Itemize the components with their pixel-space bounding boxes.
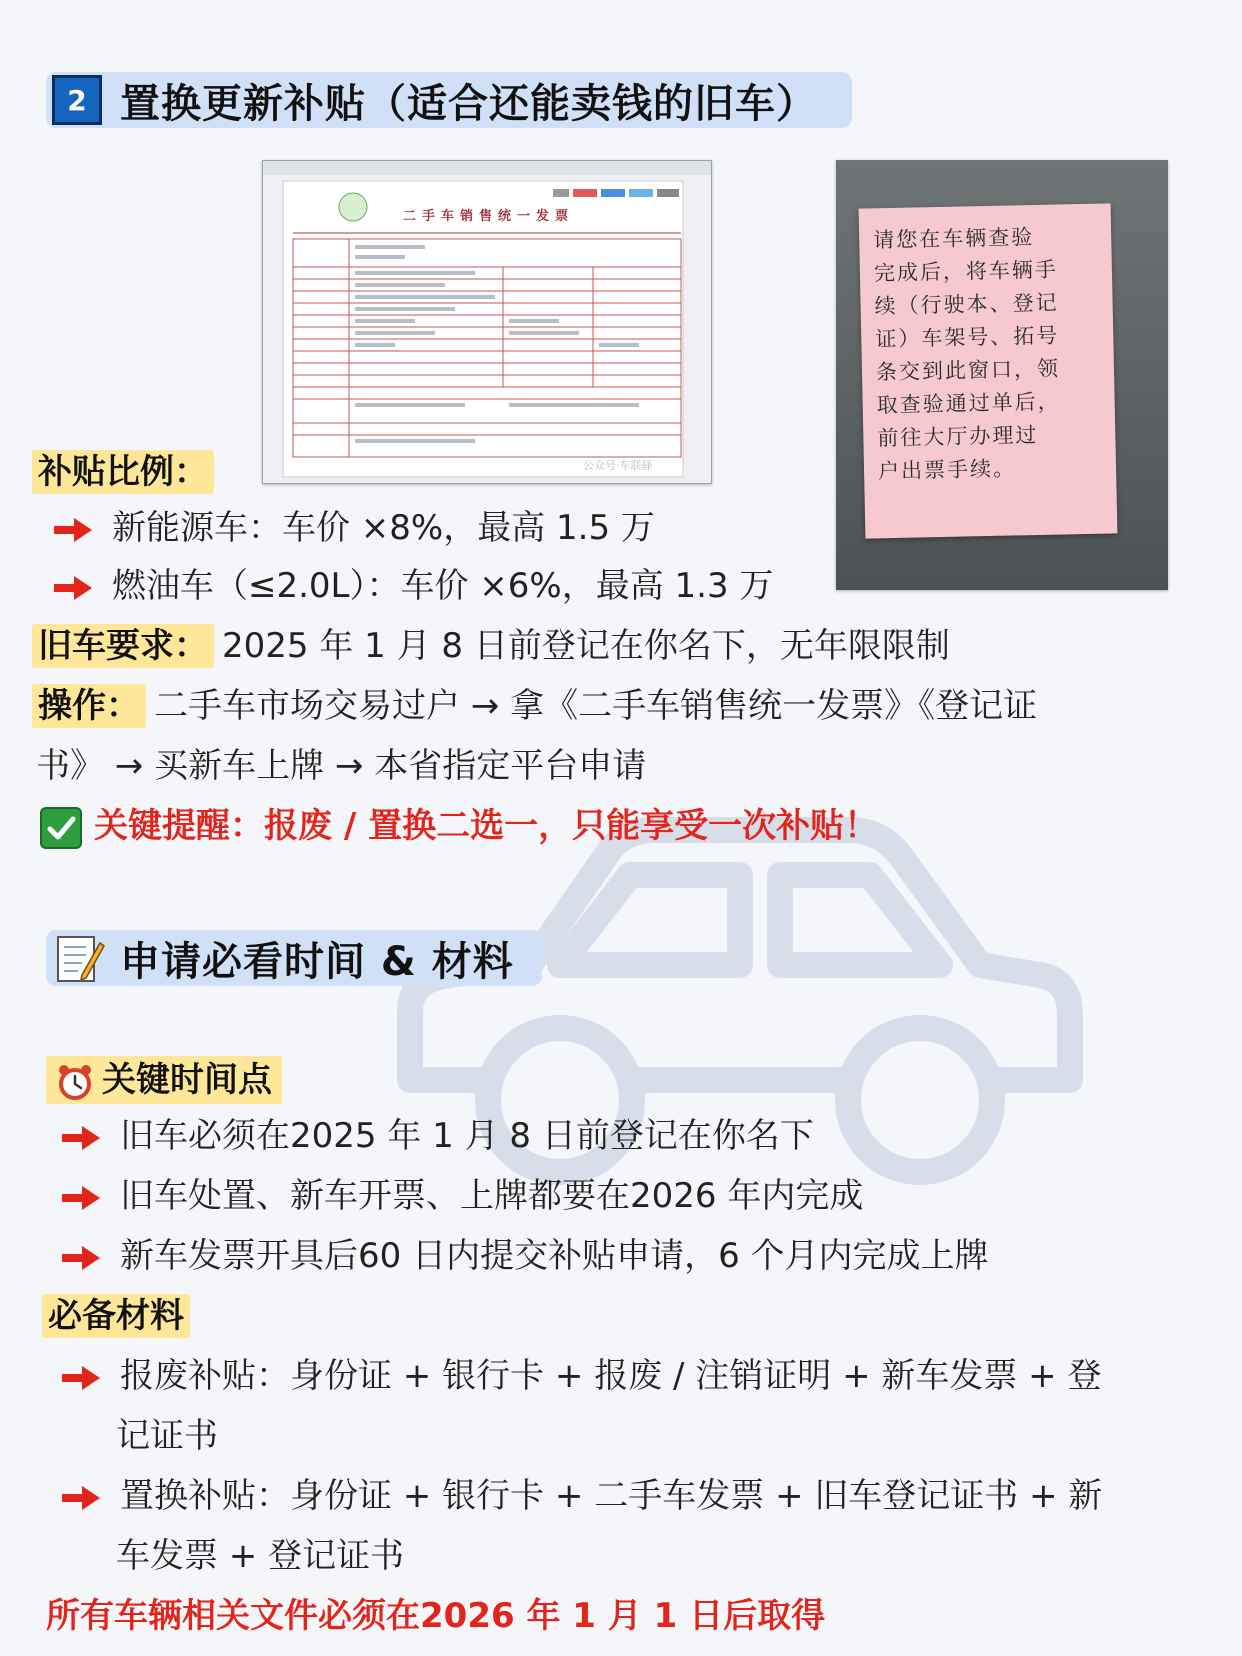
check-icon: [40, 807, 82, 849]
materials-heading: [42, 1294, 190, 1338]
materials-item-cont: [116, 1414, 218, 1458]
ratio-item: [52, 564, 773, 608]
ratio-item-text: 新能源车：车价 ×8%，最高 1.5 万: [112, 508, 655, 548]
section-heading-replacement: [46, 72, 852, 128]
materials-item-cont: [116, 1534, 404, 1578]
red-arrow-icon: [60, 1183, 102, 1213]
red-arrow-icon: [52, 515, 94, 545]
notice-text: 请您在车辆查验 完成后，将车辆手 续（行驶本、登记 证）车架号、拓号 条交到此窗口，领 取查验通过单后， 前往大厅办理过 户出票手续。: [872, 225, 1061, 484]
invoice-image: [262, 160, 712, 484]
alarm-clock-icon: [56, 1063, 94, 1101]
key-time-label-box: [46, 1056, 282, 1104]
key-reminder: [40, 804, 878, 849]
key-time-text: 新车发票开具后60 日内提交补贴申请，6 个月内完成上牌: [120, 1236, 989, 1276]
section-title: 申请必看时间 & 材料: [120, 938, 514, 985]
red-arrow-icon: [60, 1483, 102, 1513]
materials-label: 必备材料: [42, 1294, 190, 1338]
operation-label: 操作：: [32, 684, 146, 728]
section-title: 置换更新补贴（适合还能卖钱的旧车）: [120, 80, 817, 127]
ratio-item: [52, 506, 655, 550]
materials-item: [60, 1474, 1102, 1518]
key-time-text: 旧车必须在2025 年 1 月 8 日前登记在你名下: [120, 1116, 814, 1156]
notice-paper: [859, 203, 1118, 538]
key-time-label: 关键时间点: [102, 1060, 272, 1100]
materials-text-cont: 记证书: [116, 1416, 218, 1456]
number-badge: 2: [52, 75, 102, 125]
footer-note: 所有车辆相关文件必须在2026 年 1 月 1 日后取得: [46, 1596, 826, 1636]
old-car-label: 旧车要求：: [32, 624, 214, 668]
key-time-item: [60, 1234, 989, 1278]
red-arrow-icon: [52, 573, 94, 603]
invoice-watermark-text: 公众号·车联驿: [583, 459, 653, 472]
materials-text-cont: 车发票 + 登记证书: [116, 1536, 405, 1576]
materials-text: 置换补贴：身份证 + 银行卡 + 二手车发票 + 旧车登记证书 + 新: [120, 1476, 1103, 1516]
ratio-label-line: [32, 450, 214, 494]
memo-icon: [52, 931, 106, 985]
operation-text-1: 二手车市场交易过户 → 拿《二手车销售统一发票》《登记证: [154, 686, 1038, 726]
old-car-requirement: [32, 624, 950, 668]
operation-line-2: [36, 744, 646, 788]
old-car-text: 2025 年 1 月 8 日前登记在你名下，无年限限制: [222, 626, 950, 666]
key-time-text: 旧车处置、新车开票、上牌都要在2026 年内完成: [120, 1176, 864, 1216]
key-time-item: [60, 1114, 814, 1158]
notice-photo: [836, 160, 1168, 590]
operation-line-1: [32, 684, 1037, 728]
red-arrow-icon: [60, 1243, 102, 1273]
section-heading-application: [46, 930, 542, 986]
key-time-heading: [46, 1056, 282, 1104]
key-time-item: [60, 1174, 863, 1218]
ratio-label: 补贴比例：: [32, 450, 214, 494]
operation-text-2: 书》 → 买新车上牌 → 本省指定平台申请: [36, 746, 647, 786]
materials-item: [60, 1354, 1101, 1398]
ratio-item-text: 燃油车（≤2.0L）：车价 ×6%，最高 1.3 万: [112, 566, 774, 606]
invoice-title: 二手车销售统一发票: [403, 209, 575, 224]
reminder-text: 关键提醒：报废 / 置换二选一，只能享受一次补贴！: [94, 806, 879, 846]
materials-text: 报废补贴：身份证 + 银行卡 + 报废 / 注销证明 + 新车发票 + 登: [120, 1356, 1102, 1396]
red-arrow-icon: [60, 1123, 102, 1153]
red-arrow-icon: [60, 1363, 102, 1393]
